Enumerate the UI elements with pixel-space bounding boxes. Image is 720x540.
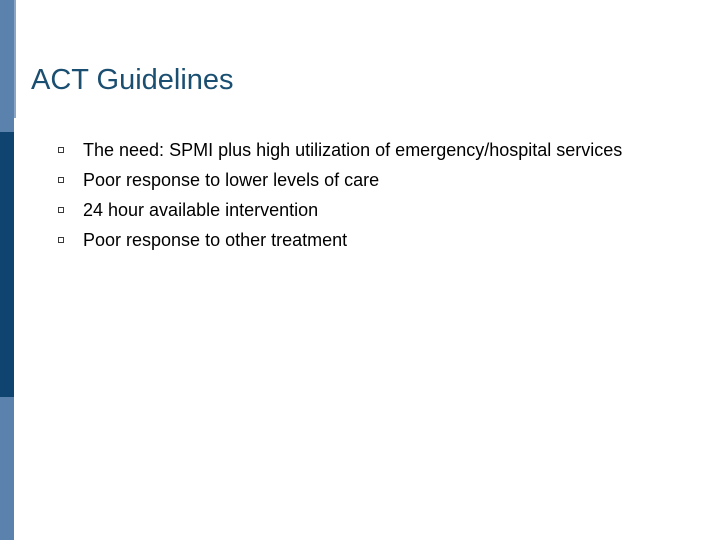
square-bullet-icon <box>58 207 64 213</box>
bullet-text: 24 hour available intervention <box>83 199 319 220</box>
bullet-list <box>58 135 622 255</box>
bullet-text: The need: SPMI plus high utilization of emergency/hospital services <box>83 139 623 160</box>
list-item <box>58 165 622 195</box>
square-bullet-icon <box>58 177 64 183</box>
bullet-text: Poor response to lower levels of care <box>83 169 380 190</box>
accent-bar-bottom-segment <box>0 397 14 540</box>
bullet-text: Poor response to other treatment <box>83 229 348 250</box>
list-item <box>58 225 622 255</box>
list-item <box>58 195 622 225</box>
square-bullet-icon <box>58 147 64 153</box>
list-item <box>58 135 622 165</box>
accent-bar-middle-segment <box>0 132 14 397</box>
square-bullet-icon <box>58 237 64 243</box>
left-accent-bar <box>0 0 14 540</box>
accent-bar-top-segment <box>0 0 14 132</box>
slide-title: ACT Guidelines <box>31 64 234 96</box>
title-rule <box>14 0 16 118</box>
